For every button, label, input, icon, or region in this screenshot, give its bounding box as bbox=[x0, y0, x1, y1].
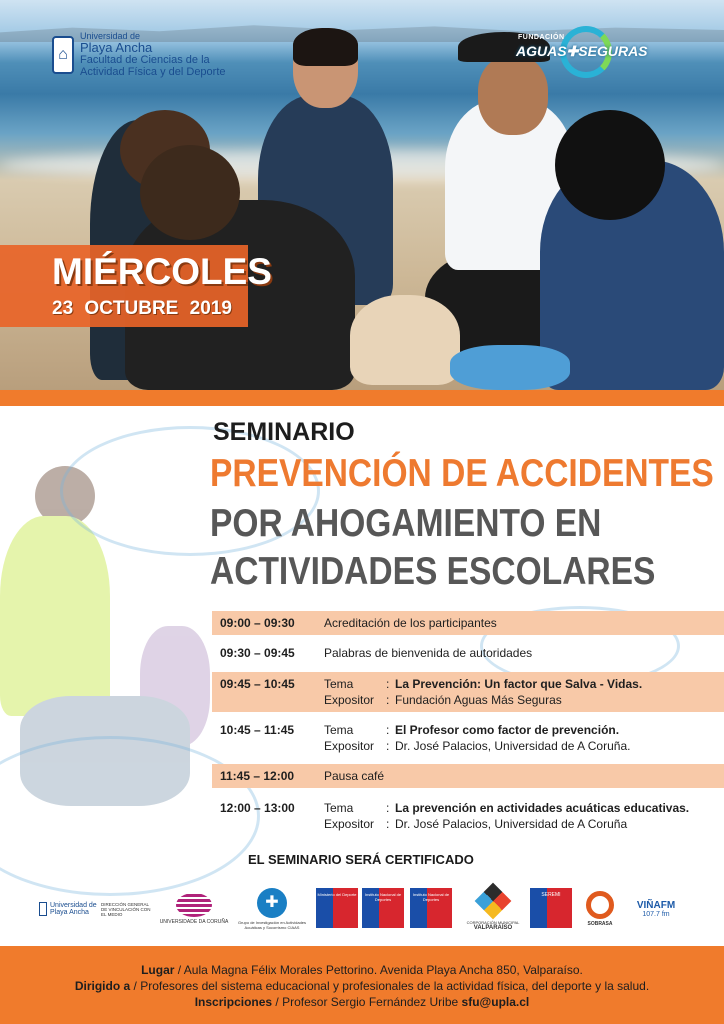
sponsor-radio bbox=[624, 886, 688, 932]
tema-label: Tema bbox=[324, 801, 354, 815]
tema-value: La Prevención: Un factor que Salva - Vidas. bbox=[395, 677, 643, 691]
sponsor-valpo-name: VALPARAÍSO bbox=[473, 924, 513, 931]
sponsor-upla bbox=[36, 886, 154, 932]
sponsor-mindep bbox=[314, 886, 360, 932]
sponsor-valparaiso bbox=[462, 886, 524, 932]
program-row bbox=[212, 611, 724, 635]
dirigido-value: Profesores del sistema educacional y profesionales de la actividad física, del deporte y la salud. bbox=[140, 979, 650, 993]
mindep-logo: Ministerio del Deporte bbox=[316, 888, 358, 928]
inscripciones-value: Profesor Sergio Fernández Uribe bbox=[282, 995, 459, 1009]
sponsor-coruna-name: UNIVERSIDADE DA CORUÑA bbox=[159, 919, 229, 925]
sponsor-radio-freq: 107.7 fm bbox=[642, 911, 670, 918]
program-time: 09:45 – 10:45 bbox=[220, 677, 295, 691]
contact-email[interactable]: sfu@upla.cl bbox=[461, 995, 530, 1009]
university-logo-line2: Playa Ancha bbox=[80, 40, 153, 56]
title-line2: POR AHOGAMIENTO EN bbox=[210, 502, 602, 545]
title-line1: PREVENCIÓN DE ACCIDENTES bbox=[210, 452, 714, 495]
lugar-value: Aula Magna Félix Morales Pettorino. Avenida Playa Ancha 850, Valparaíso. bbox=[183, 963, 583, 977]
university-crest-icon bbox=[39, 902, 47, 916]
child-hair-standing bbox=[293, 28, 358, 66]
tema-label: Tema bbox=[324, 723, 354, 737]
title-line3: ACTIVIDADES ESCOLARES bbox=[210, 550, 656, 593]
program-row bbox=[212, 796, 724, 836]
sponsor-seremi bbox=[528, 886, 574, 932]
date-day: MIÉRCOLES bbox=[52, 251, 272, 292]
colon: : bbox=[386, 739, 390, 753]
valparaiso-logo-icon bbox=[475, 882, 512, 919]
ind-logo: Instituto Nacional de Deportes bbox=[362, 888, 404, 928]
expositor-label: Expositor bbox=[324, 817, 375, 831]
university-logo-line3: Facultad de Ciencias de la bbox=[80, 54, 210, 67]
foundation-logo-prefix: FUNDACIÓN bbox=[518, 34, 565, 41]
program-text: Palabras de bienvenida de autoridades bbox=[324, 646, 533, 660]
sponsor-ciaas-name: Grupo de Investigación en Actividades Acuáticas y Socorrismo CIAAS bbox=[237, 920, 307, 930]
orange-divider bbox=[0, 390, 724, 406]
program-row bbox=[212, 672, 724, 712]
program-time: 11:45 – 12:00 bbox=[220, 769, 295, 783]
program-text: Acreditación de los participantes bbox=[324, 616, 497, 630]
child-head-front bbox=[140, 145, 240, 240]
colon: : bbox=[386, 801, 390, 815]
child-head-right bbox=[555, 110, 665, 220]
colon: : bbox=[386, 677, 390, 691]
program-time: 09:30 – 09:45 bbox=[220, 646, 295, 660]
lugar-label: Lugar bbox=[141, 963, 175, 977]
program-row bbox=[212, 642, 724, 664]
footer-info bbox=[0, 946, 724, 1024]
sponsor-ciaas bbox=[232, 886, 312, 932]
expositor-label: Expositor bbox=[324, 739, 375, 753]
sponsor-sobrasa-name: SOBRASA bbox=[587, 921, 613, 927]
footer-dirigido: Dirigido a / Profesores del sistema educacional y profesionales de la actividad física, del deporte y la salud. bbox=[74, 979, 650, 993]
expositor-value: Fundación Aguas Más Seguras bbox=[395, 693, 562, 707]
program-time: 10:45 – 11:45 bbox=[220, 723, 295, 737]
colon: : bbox=[386, 817, 390, 831]
program-row bbox=[212, 764, 724, 788]
sponsor-sobrasa bbox=[580, 886, 620, 932]
foundation-logo bbox=[510, 26, 672, 78]
faded-person-lifeguard bbox=[0, 516, 110, 716]
sponsor-radio-name: VIÑAFM bbox=[636, 900, 676, 911]
foundation-logo-name: AGUAS✚SEGURAS bbox=[516, 43, 648, 59]
expositor-value: Dr. José Palacios, Universidad de A Coruña. bbox=[395, 739, 631, 753]
tema-value: El Profesor como factor de prevención. bbox=[395, 723, 620, 737]
sobrasa-lifebuoy-icon bbox=[586, 891, 614, 919]
program-time: 12:00 – 13:00 bbox=[220, 801, 295, 815]
tema-value: La prevención en actividades acuáticas educativas. bbox=[395, 801, 690, 815]
program-row bbox=[212, 718, 724, 758]
sponsor-coruna bbox=[158, 886, 230, 932]
tema-label: Tema bbox=[324, 677, 354, 691]
university-crest-icon: ⌂ bbox=[52, 36, 74, 74]
date-full: 23 OCTUBRE 2019 bbox=[52, 298, 232, 319]
dirigido-label: Dirigido a bbox=[74, 979, 131, 993]
sponsor-ind2 bbox=[408, 886, 454, 932]
colon: : bbox=[386, 723, 390, 737]
program-text: Pausa café bbox=[324, 769, 385, 783]
colon: : bbox=[386, 693, 390, 707]
footer-inscripciones: Inscripciones / Profesor Sergio Fernández Uribe sfu@upla.cl bbox=[194, 995, 530, 1009]
sponsor-logos bbox=[0, 880, 724, 942]
university-logo bbox=[52, 32, 226, 78]
sponsor-upla-name: Universidad de Playa Ancha bbox=[50, 902, 97, 916]
university-logo-line1: Universidad de bbox=[80, 31, 141, 41]
coruna-logo-icon bbox=[176, 893, 212, 917]
expositor-value: Dr. José Palacios, Universidad de A Coruña bbox=[395, 817, 628, 831]
sponsor-upla-sub: DIRECCIÓN GENERAL DE VINCULACIÓN CON EL MEDIO bbox=[101, 901, 151, 917]
sponsor-valpo-sub: CORPORACIÓN MUNICIPAL bbox=[466, 919, 520, 925]
certified-notice: EL SEMINARIO SERÁ CERTIFICADO bbox=[248, 852, 474, 867]
ind2-logo: Instituto Nacional de Deportes bbox=[410, 888, 452, 928]
cpr-manikin bbox=[350, 295, 460, 385]
expositor-label: Expositor bbox=[324, 693, 375, 707]
program-time: 09:00 – 09:30 bbox=[220, 616, 295, 630]
footer-lugar: Lugar / Aula Magna Félix Morales Pettorino. Avenida Playa Ancha 850, Valparaíso. bbox=[141, 963, 583, 977]
university-logo-line4: Actividad Física y del Deporte bbox=[80, 65, 226, 78]
inscripciones-label: Inscripciones bbox=[194, 995, 273, 1009]
title-kicker: SEMINARIO bbox=[213, 418, 355, 446]
ciaas-logo-icon: ✚ bbox=[257, 888, 287, 918]
sponsor-ind bbox=[360, 886, 406, 932]
seremi-logo: SEREMI bbox=[530, 888, 572, 928]
swim-fin bbox=[450, 345, 570, 390]
